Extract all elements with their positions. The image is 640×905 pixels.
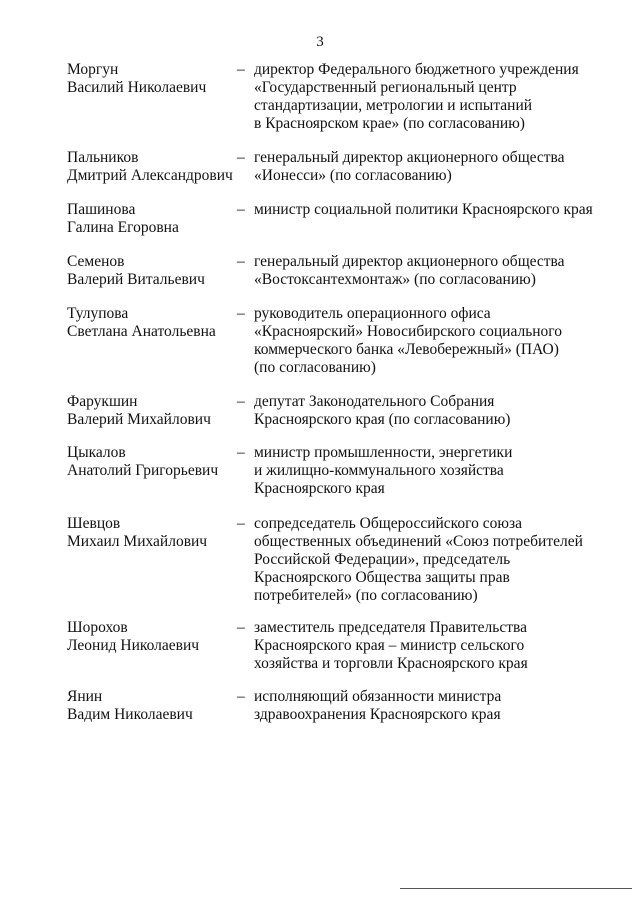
footer-divider — [400, 888, 632, 889]
member-surname: Тулупова — [67, 305, 129, 322]
member-name — [67, 61, 237, 97]
member-name — [67, 444, 237, 480]
position-line: Красноярского края — [254, 480, 385, 497]
dash-separator: – — [237, 201, 245, 218]
dash-separator: – — [237, 444, 245, 461]
member-given-name: Валерий Михайлович — [67, 411, 211, 428]
position-line: потребителей» (по согласованию) — [254, 587, 478, 604]
position-line: (по согласованию) — [254, 359, 376, 376]
position-line: здравоохранения Красноярского края — [254, 706, 501, 723]
member-name — [67, 253, 237, 289]
dash-separator: – — [237, 619, 245, 636]
dash-separator: – — [237, 515, 245, 532]
position-line: в Красноярском крае» (по согласованию) — [254, 115, 525, 132]
position-line: Красноярского края (по согласованию) — [254, 411, 511, 428]
position-line: заместитель председателя Правительства — [254, 619, 528, 636]
member-given-name: Дмитрий Александрович — [67, 167, 233, 184]
member-surname: Пашинова — [67, 201, 136, 218]
member-surname: Шорохов — [67, 619, 128, 636]
member-name — [67, 688, 237, 724]
member-name — [67, 393, 237, 429]
member-given-name: Галина Егоровна — [67, 219, 179, 236]
position-line: сопредседатель Общероссийского союза — [254, 515, 522, 532]
dash-separator: – — [237, 149, 245, 166]
member-name — [67, 305, 237, 341]
position-line: «Государственный региональный центр — [254, 79, 517, 96]
position-line: стандартизации, метрологии и испытаний — [254, 97, 533, 114]
position-line: общественных объединений «Союз потребителей — [254, 533, 583, 550]
member-position — [254, 444, 599, 498]
position-line: Красноярского Общества защиты прав — [254, 569, 510, 586]
position-line: генеральный директор акционерного общества — [254, 253, 565, 270]
position-line: и жилищно-коммунального хозяйства — [254, 462, 504, 479]
member-position — [254, 619, 599, 673]
member-given-name: Василий Николаевич — [67, 79, 207, 96]
member-position — [254, 201, 599, 219]
member-given-name: Светлана Анатольевна — [67, 323, 216, 340]
position-line: министр промышленности, энергетики — [254, 444, 513, 461]
dash-separator: – — [237, 305, 245, 322]
member-name — [67, 619, 237, 655]
position-line: «Востоксантехмонтаж» (по согласованию) — [254, 271, 536, 288]
member-name — [67, 201, 237, 237]
position-line: руководитель операционного офиса — [254, 305, 491, 322]
dash-separator: – — [237, 61, 245, 78]
position-line: генеральный директор акционерного общества — [254, 149, 565, 166]
member-position — [254, 305, 599, 377]
position-line: Российской Федерации», председатель — [254, 551, 511, 568]
position-line: Красноярского края – министр сельского — [254, 637, 525, 654]
position-line: «Красноярский» Новосибирского социального — [254, 323, 563, 340]
member-surname: Шевцов — [67, 515, 121, 532]
member-given-name: Валерий Витальевич — [67, 271, 205, 288]
page-number: 3 — [316, 34, 324, 50]
member-position — [254, 688, 599, 724]
position-line: депутат Законодательного Собрания — [254, 393, 495, 410]
member-name — [67, 149, 237, 185]
member-surname: Моргун — [67, 61, 119, 78]
member-position — [254, 515, 599, 605]
member-given-name: Леонид Николаевич — [67, 637, 200, 654]
dash-separator: – — [237, 253, 245, 270]
dash-separator: – — [237, 688, 245, 705]
member-position — [254, 149, 599, 185]
member-surname: Фарукшин — [67, 393, 138, 410]
member-surname: Семенов — [67, 253, 125, 270]
dash-separator: – — [237, 393, 245, 410]
member-surname: Янин — [67, 688, 103, 705]
position-line: директор Федерального бюджетного учреждения — [254, 61, 579, 78]
position-line: коммерческого банка «Левобережный» (ПАО) — [254, 341, 559, 358]
position-line: министр социальной политики Красноярского края — [254, 201, 593, 218]
member-position — [254, 61, 599, 133]
member-given-name: Михаил Михайлович — [67, 533, 208, 550]
position-line: хозяйства и торговли Красноярского края — [254, 655, 528, 672]
member-position — [254, 253, 599, 289]
member-given-name: Вадим Николаевич — [67, 706, 193, 723]
position-line: исполняющий обязанности министра — [254, 688, 502, 705]
member-given-name: Анатолий Григорьевич — [67, 462, 219, 479]
position-line: «Ионесси» (по согласованию) — [254, 167, 452, 184]
member-surname: Цыкалов — [67, 444, 126, 461]
member-surname: Пальников — [67, 149, 139, 166]
member-position — [254, 393, 599, 429]
member-name — [67, 515, 237, 551]
